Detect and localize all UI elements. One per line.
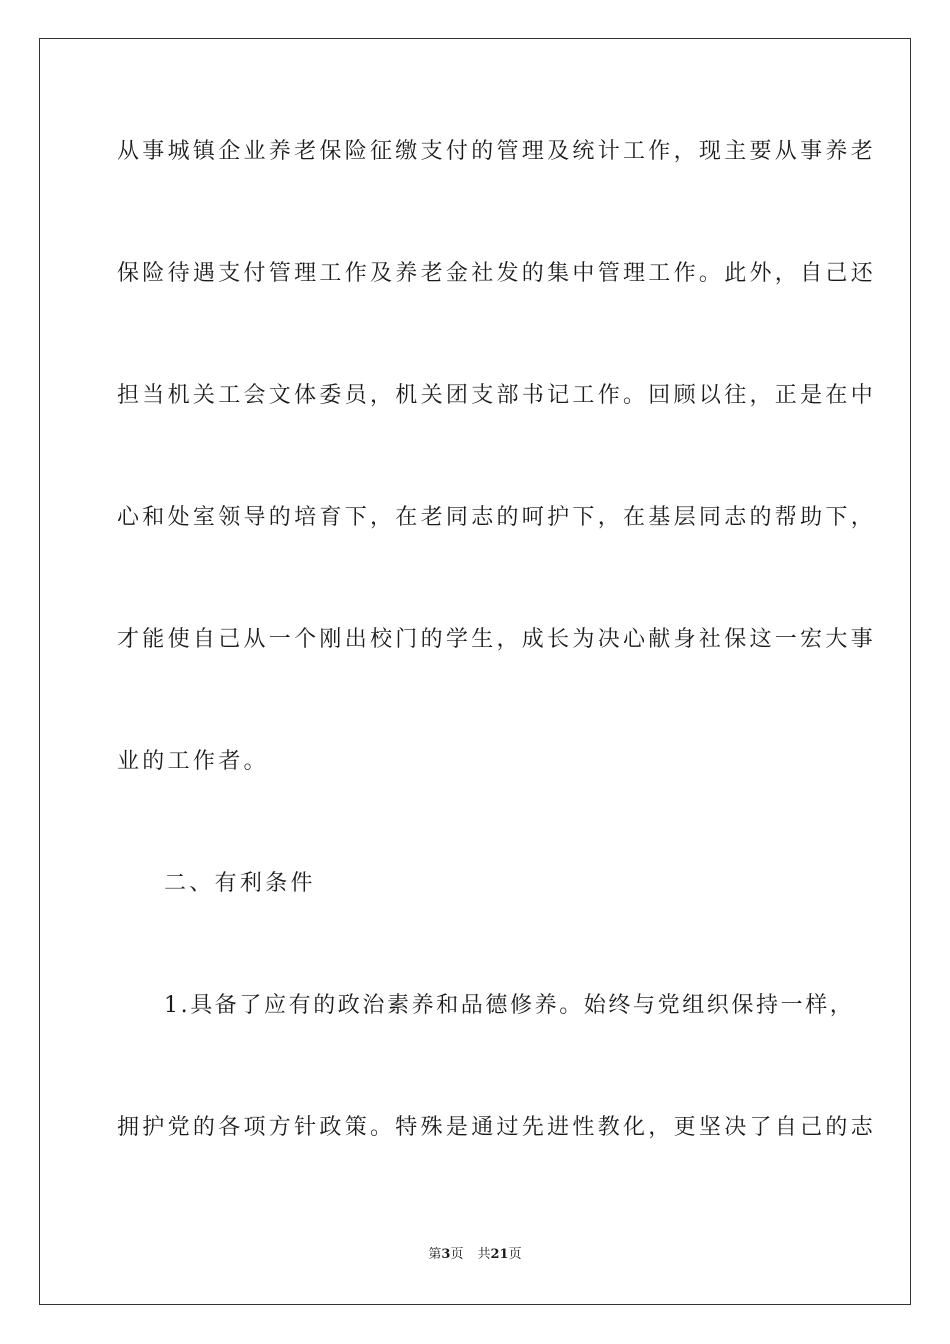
total-pages: 21 [490,1247,509,1262]
item-line-1: 1.具备了应有的政治素养和品德修养。始终与党组织保持一样， [164,993,855,1018]
body-line-2: 保险待遇支付管理工作及养老金社发的集中管理工作。此外，自己还 [117,261,877,286]
body-line-4: 心和处室领导的培育下，在老同志的呵护下，在基层同志的帮助下， [117,505,877,530]
page-number: 3 [441,1247,451,1262]
total-suffix: 页 [508,1247,522,1262]
page-prefix: 第 [428,1247,442,1262]
section-heading: 二、有利条件 [164,871,316,896]
page-footer [0,1246,950,1264]
body-line-6: 业的工作者。 [117,749,269,774]
page-suffix: 页 [450,1247,464,1262]
body-line-3: 担当机关工会文体委员，机关团支部书记工作。回顾以往，正是在中 [117,383,877,408]
body-line-5: 才能使自己从一个刚出校门的学生，成长为决心献身社保这一宏大事 [117,627,877,652]
item-line-2: 拥护党的各项方针政策。特殊是通过先进性教化，更坚决了自己的志 [117,1115,877,1140]
body-line-1: 从事城镇企业养老保险征缴支付的管理及统计工作，现主要从事养老 [117,139,877,164]
total-prefix: 共 [477,1247,491,1262]
